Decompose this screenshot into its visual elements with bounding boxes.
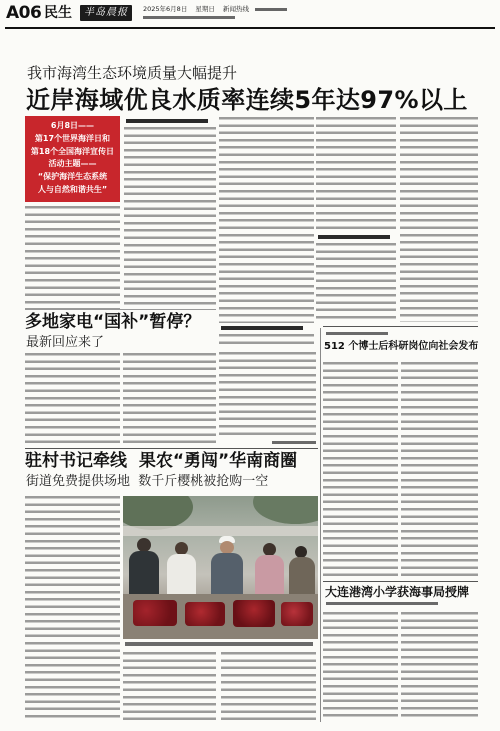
photo-tree bbox=[253, 496, 318, 524]
subsidy-story-headline: 多地家电“国补”暂停？ bbox=[25, 312, 201, 332]
cherry-story-body-column bbox=[123, 652, 216, 720]
main-story-body-column bbox=[316, 243, 396, 322]
photo-cherry-box bbox=[133, 600, 177, 626]
photo-cherry-box bbox=[185, 602, 225, 626]
postdoc-story-body-column bbox=[401, 362, 478, 578]
main-story-subhead bbox=[221, 326, 303, 330]
header-editor-line bbox=[143, 16, 235, 19]
section-rule bbox=[323, 581, 478, 582]
sidebar-line: 第18个全国海洋宣传日 bbox=[30, 146, 115, 156]
school-story-headline: 大连港湾小学获海事局授牌 bbox=[325, 585, 470, 599]
section-title: 民生 bbox=[44, 5, 72, 21]
hotline-label: 新闻热线 bbox=[222, 5, 249, 13]
issue-date: 2025年6月8日 bbox=[143, 5, 188, 13]
column-divider bbox=[320, 328, 321, 722]
photo-tree bbox=[123, 496, 193, 530]
header-dateline bbox=[143, 5, 293, 13]
postdoc-story-body-column bbox=[323, 362, 398, 578]
subsidy-story-subhead: 最新回应来了 bbox=[26, 335, 105, 350]
main-story-headline: 近岸海域优良水质率连续5年达97%以上 bbox=[26, 86, 468, 114]
sidebar-line: “保护海洋生态系统 bbox=[37, 172, 108, 182]
main-story-body-column bbox=[124, 127, 216, 310]
sidebar-line: 人与自然和谐共生” bbox=[37, 184, 108, 194]
section-rule bbox=[25, 309, 216, 310]
main-story-body-column bbox=[400, 117, 478, 322]
main-story-body-column bbox=[25, 206, 120, 310]
main-story-subhead bbox=[318, 235, 390, 239]
subsidy-story-body-column bbox=[25, 353, 120, 445]
main-story-body-column bbox=[316, 117, 396, 231]
subsidy-story-source bbox=[272, 441, 316, 444]
cherry-story-body-column bbox=[25, 496, 120, 720]
hotline-number bbox=[255, 8, 287, 11]
photo-caption bbox=[125, 642, 313, 646]
cherry-story-subhead: 街道免费提供场地 数千斤樱桃被抢购一空 bbox=[26, 474, 269, 489]
postdoc-story-headline: 512 个博士后科研岗位向社会发布 bbox=[324, 341, 479, 352]
header-rule bbox=[5, 27, 495, 29]
cherry-story-body-column bbox=[221, 652, 316, 720]
sidebar-line: 第17个世界海洋日和 bbox=[34, 133, 111, 143]
newspaper-logo: 半岛晨报 bbox=[80, 5, 132, 21]
photo-cherry-box bbox=[281, 602, 313, 626]
photo-person-head bbox=[137, 538, 151, 552]
school-story-subhead bbox=[326, 602, 438, 605]
sidebar-line: 6月8日—— bbox=[50, 121, 95, 130]
section-rule bbox=[25, 448, 318, 449]
photo-cherry-box bbox=[233, 600, 275, 627]
school-story-body-column bbox=[401, 612, 478, 720]
oceans-day-sidebar bbox=[25, 116, 120, 202]
school-story-body-column bbox=[323, 612, 398, 720]
main-story-body-column bbox=[219, 334, 314, 346]
section-rule bbox=[323, 326, 478, 327]
photo-awning bbox=[123, 526, 318, 536]
subsidy-story-body-column bbox=[219, 352, 316, 438]
main-story-body-column bbox=[219, 117, 314, 323]
main-story-kicker: 我市海湾生态环境质量大幅提升 bbox=[27, 64, 238, 82]
subsidy-story-body-column bbox=[123, 353, 216, 445]
page-number: A06 bbox=[6, 3, 42, 23]
cherry-story-headline: 驻村书记牵线 果农“勇闯”华南商圈 bbox=[25, 451, 298, 471]
issue-weekday: 星期日 bbox=[195, 5, 215, 13]
photo-cherry-market bbox=[123, 496, 318, 639]
main-story-subhead bbox=[126, 119, 208, 123]
sidebar-line: 活动主题—— bbox=[48, 159, 97, 169]
postdoc-story-kicker bbox=[326, 332, 388, 335]
